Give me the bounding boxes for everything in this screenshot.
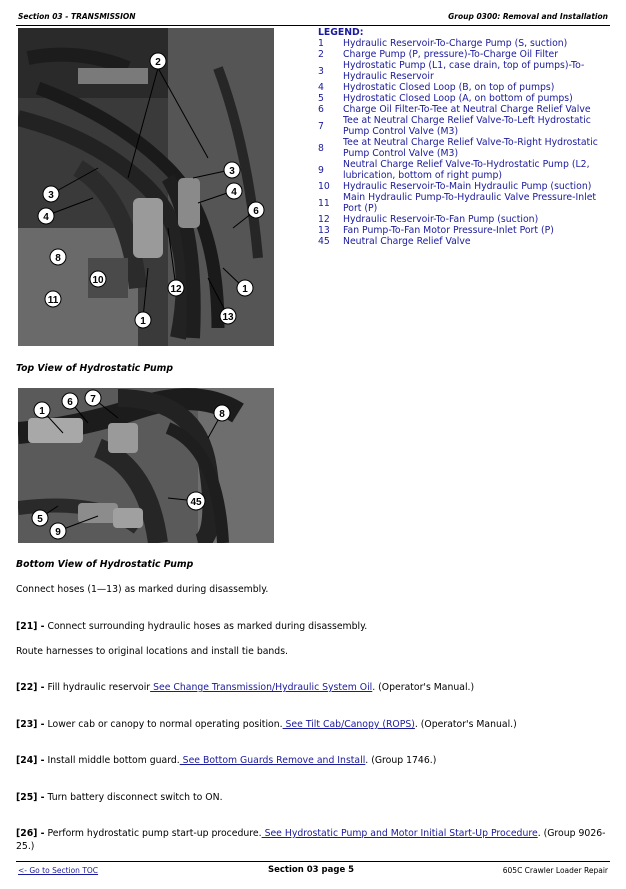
legend-item: 5 Hydrostatic Closed Loop (A, on bottom of pumps) — [318, 93, 573, 104]
legend-item: 45 Neutral Charge Relief Valve — [318, 236, 471, 247]
callout: 8 — [219, 409, 225, 420]
legend-item: 13 Fan Pump-To-Fan Motor Pressure-Inlet Port (P) — [318, 225, 554, 236]
startup-procedure-link[interactable]: See Hydrostatic Pump and Motor Initial Start-Up Procedure — [261, 828, 538, 839]
figure2-caption: Bottom View of Hydrostatic Pump — [16, 559, 194, 570]
legend-title: LEGEND: — [318, 27, 364, 38]
route-harness-text: Route harnesses to original locations and install tie bands. — [16, 646, 289, 657]
callout: 45 — [190, 497, 202, 508]
legend-item: 3 Hydrostatic Pump (L1, case drain, top of pumps)-To-Hydraulic Reservoir — [318, 60, 585, 82]
callout: 1 — [140, 316, 146, 327]
group-title: Group 0300: Removal and Installation — [448, 12, 608, 21]
legend — [318, 27, 608, 247]
section-toc-link[interactable]: <- Go to Section TOC — [18, 866, 99, 875]
footer-divider — [16, 861, 610, 862]
legend-item: 7 Tee at Neutral Charge Relief Valve-To-Left Hydrostatic Pump Control Valve (M3) — [318, 115, 591, 137]
legend-item: 1 Hydraulic Reservoir-To-Charge Pump (S, suction) — [318, 38, 568, 49]
callout: 2 — [155, 57, 161, 68]
callout: 7 — [90, 394, 96, 405]
callout: 1 — [39, 406, 45, 417]
callout: 10 — [92, 275, 104, 286]
callout: 6 — [253, 206, 259, 217]
step-22: [22] - Fill hydraulic reservoir See Change Transmission/Hydraulic System Oil. (Operator's Manual.) — [16, 682, 475, 693]
callout: 12 — [170, 284, 182, 295]
tilt-cab-link[interactable]: See Tilt Cab/Canopy (ROPS) — [282, 719, 415, 730]
callout: 5 — [37, 514, 43, 525]
bottom-view-photo — [18, 388, 274, 543]
step-26: [26] - Perform hydrostatic pump start-up procedure. See Hydrostatic Pump and Motor Initial Start-Up Procedure. (Group 9026-25.) — [16, 828, 606, 852]
page-header — [18, 12, 608, 24]
step-23: [23] - Lower cab or canopy to normal operating position. See Tilt Cab/Canopy (ROPS). (Operator's Manual.) — [16, 719, 517, 730]
legend-item: 9 Neutral Charge Relief Valve-To-Hydrostatic Pump (L2, lubrication, bottom of right pump) — [318, 159, 590, 181]
connect-hoses-text: Connect hoses (1—13) as marked during disassembly. — [16, 584, 269, 595]
legend-item: 12 Hydraulic Reservoir-To-Fan Pump (suction) — [318, 214, 539, 225]
callout: 4 — [231, 187, 237, 198]
legend-item: 8 Tee at Neutral Charge Relief Valve-To-Right Hydrostatic Pump Control Valve (M3) — [318, 137, 598, 159]
callout: 6 — [67, 397, 73, 408]
oil-change-link[interactable]: See Change Transmission/Hydraulic System Oil — [150, 682, 373, 693]
section-title: Section 03 - TRANSMISSION — [18, 12, 136, 21]
callout: 9 — [55, 527, 61, 538]
page-number: Section 03 page 5 — [268, 865, 355, 875]
callout: 3 — [48, 190, 54, 201]
legend-item: 4 Hydrostatic Closed Loop (B, on top of pumps) — [318, 82, 555, 93]
callout: 4 — [43, 212, 49, 223]
legend-item: 6 Charge Oil Filter-To-Tee at Neutral Charge Relief Valve — [318, 104, 591, 115]
callout: 8 — [55, 253, 61, 264]
document-title: 605C Crawler Loader Repair — [502, 866, 608, 875]
legend-item: 11 Main Hydraulic Pump-To-Hydraulic Valve Pressure-Inlet Port (P) — [318, 192, 597, 214]
legend-item: 2 Charge Pump (P, pressure)-To-Charge Oil Filter — [318, 49, 559, 60]
header-divider — [16, 25, 610, 26]
top-view-photo — [18, 28, 274, 346]
bottom-guards-link[interactable]: See Bottom Guards Remove and Install — [179, 755, 366, 766]
callout: 3 — [229, 166, 235, 177]
step-25: [25] - Turn battery disconnect switch to ON. — [16, 792, 223, 803]
legend-item: 10 Hydraulic Reservoir-To-Main Hydraulic Pump (suction) — [318, 181, 592, 192]
footer-toc — [18, 866, 98, 875]
callout: 11 — [47, 295, 59, 306]
figure1-caption: Top View of Hydrostatic Pump — [16, 363, 173, 374]
callout: 13 — [222, 312, 234, 323]
step-21: [21] - Connect surrounding hydraulic hoses as marked during disassembly. — [16, 621, 368, 632]
step-24: [24] - Install middle bottom guard. See Bottom Guards Remove and Install. (Group 1746.) — [16, 755, 437, 766]
callout: 1 — [242, 284, 248, 295]
